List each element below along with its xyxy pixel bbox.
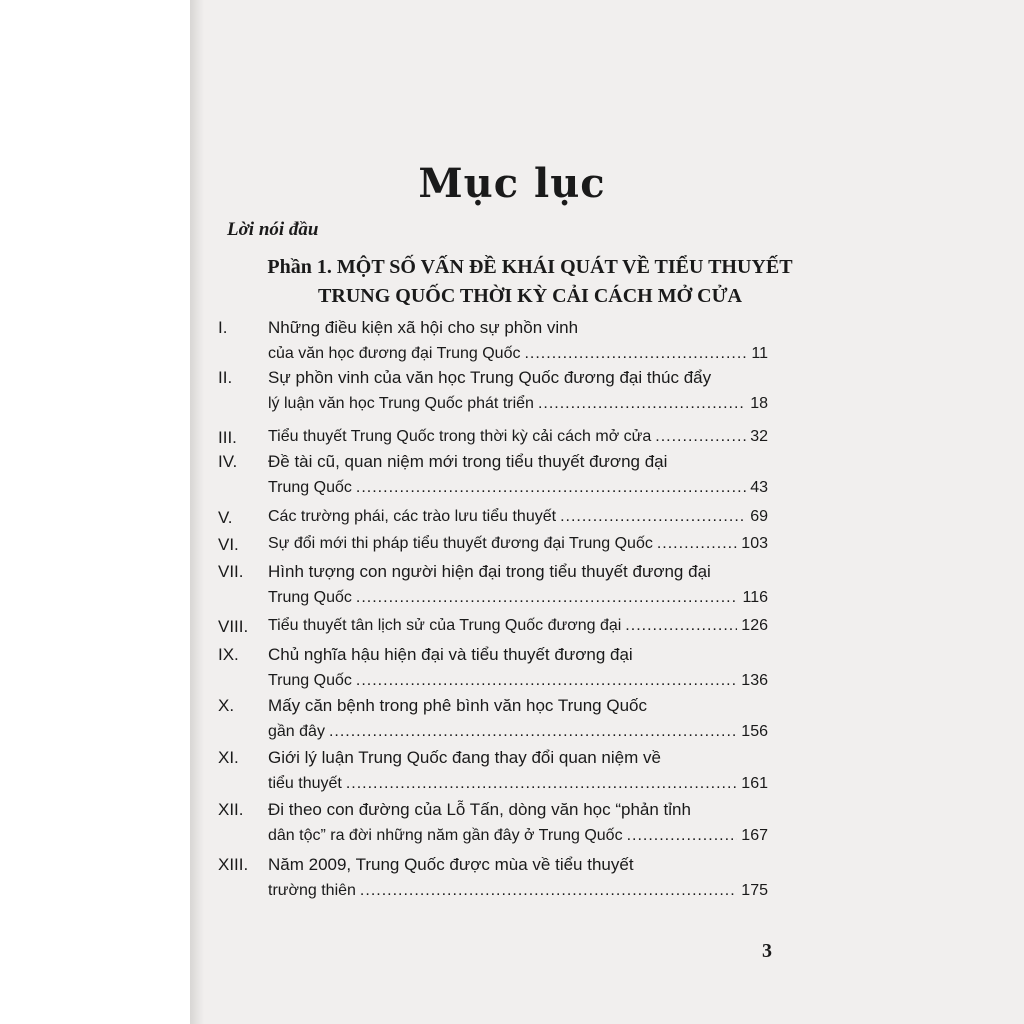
toc-dot-leader <box>360 882 737 900</box>
toc-entry-page: 175 <box>741 882 768 899</box>
toc-dot-leader <box>625 617 737 635</box>
toc-entry-number: IX. <box>218 645 239 664</box>
toc-dot-leader <box>356 672 737 690</box>
toc-entry-title: Sự phồn vinh của văn học Trung Quốc đương đại thúc đẩy <box>268 368 712 387</box>
toc-entry-number: VIII. <box>218 617 249 636</box>
toc-entry-leader-line <box>268 428 768 454</box>
toc-entry-leader-line <box>268 479 768 505</box>
toc-entry-title: Đi theo con đường của Lỗ Tấn, dòng văn học “phản tỉnh <box>268 800 691 819</box>
toc-dot-leader <box>356 589 739 607</box>
toc-entry-leader-line <box>268 508 768 534</box>
toc-entry-page: 69 <box>750 508 768 525</box>
toc-entry-title: Đề tài cũ, quan niệm mới trong tiểu thuyết đương đại <box>268 452 668 471</box>
toc-entry-number: VII. <box>218 562 244 581</box>
intro-heading: Lời nói đầu <box>227 219 319 240</box>
toc-entry-number: VI. <box>218 535 239 554</box>
toc-entry-number: III. <box>218 428 237 447</box>
toc-entry-title: của văn học đương đại Trung Quốc <box>268 345 521 362</box>
page-number: 3 <box>762 940 772 962</box>
toc-dot-leader <box>346 775 737 793</box>
part-title-line-1: Phần 1. MỘT SỐ VẤN ĐỀ KHÁI QUÁT VỀ TIỂU THUYẾT <box>267 256 793 278</box>
toc-entry-number: V. <box>218 508 233 527</box>
toc-entry-title: Tiểu thuyết Trung Quốc trong thời kỳ cải cách mở cửa <box>268 428 652 445</box>
toc-entry-title: Tiểu thuyết tân lịch sử của Trung Quốc đương đại <box>268 617 622 634</box>
toc-entry-number: XII. <box>218 800 244 819</box>
toc-entry-title: Giới lý luận Trung Quốc đang thay đổi quan niệm về <box>268 748 661 767</box>
toc-entry-page: 156 <box>741 723 768 740</box>
toc-entry-page: 161 <box>741 775 768 792</box>
toc-entry-leader-line <box>268 617 768 643</box>
part-title-line-2: TRUNG QUỐC THỜI KỲ CẢI CÁCH MỞ CỬA <box>318 285 742 307</box>
toc-entry-leader-line <box>268 882 768 908</box>
toc-entry-leader-line <box>268 535 768 561</box>
toc-entry-text-row <box>0 748 1024 774</box>
toc-entry-text-row <box>0 645 1024 671</box>
toc-entry-title: Hình tượng con người hiện đại trong tiểu thuyết đương đại <box>268 562 711 581</box>
toc-dot-leader <box>329 723 737 741</box>
toc-entry-title: trường thiên <box>268 882 356 899</box>
toc-entry-leader-line <box>268 775 768 801</box>
toc-entry-page: 32 <box>750 428 768 445</box>
toc-dot-leader <box>657 535 737 553</box>
toc-dot-leader <box>356 479 746 497</box>
toc-entry-text-row <box>0 855 1024 881</box>
toc-entry-number: XIII. <box>218 855 249 874</box>
toc-entry-page: 43 <box>750 479 768 496</box>
toc-entry-title: Chủ nghĩa hậu hiện đại và tiểu thuyết đương đại <box>268 645 633 664</box>
toc-entry-title: Năm 2009, Trung Quốc được mùa về tiểu thuyết <box>268 855 634 874</box>
toc-entry-number: I. <box>218 318 228 337</box>
toc-entry-title: tiểu thuyết <box>268 775 342 792</box>
toc-entry-text-row <box>0 318 1024 344</box>
toc-entry-page: 126 <box>741 617 768 634</box>
toc-dot-leader <box>538 395 746 413</box>
toc-entry-title: Mấy căn bệnh trong phê bình văn học Trung Quốc <box>268 696 647 715</box>
toc-entry-leader-line <box>268 723 768 749</box>
toc-dot-leader <box>627 827 738 845</box>
toc-entry-leader-line <box>268 395 768 421</box>
toc-entry-title: Sự đổi mới thi pháp tiểu thuyết đương đại Trung Quốc <box>268 535 653 552</box>
toc-entry-number: IV. <box>218 452 238 471</box>
toc-entry-leader-line <box>268 589 768 615</box>
toc-entry-leader-line <box>268 672 768 698</box>
toc-entry-page: 116 <box>742 589 768 606</box>
toc-entry-title: Trung Quốc <box>268 589 352 606</box>
toc-dot-leader <box>524 345 747 363</box>
toc-entry-leader-line <box>268 827 768 853</box>
toc-entry-title: Các trường phái, các trào lưu tiểu thuyết <box>268 508 557 525</box>
toc-entry-title: lý luận văn học Trung Quốc phát triển <box>268 395 534 412</box>
toc-entry-page: 11 <box>751 345 768 362</box>
toc-entry-text-row <box>0 696 1024 722</box>
toc-entry-text-row <box>0 800 1024 826</box>
toc-entry-page: 103 <box>741 535 768 552</box>
toc-entry-text-row <box>0 368 1024 394</box>
toc-entry-title: Trung Quốc <box>268 672 352 689</box>
toc-entry-text-row <box>0 562 1024 588</box>
toc-entry-title: gần đây <box>268 723 325 740</box>
toc-entry-number: XI. <box>218 748 239 767</box>
toc-entry-number: II. <box>218 368 233 387</box>
toc-entry-text-row <box>0 452 1024 478</box>
toc-dot-leader <box>655 428 746 446</box>
toc-dot-leader <box>560 508 746 526</box>
toc-entry-page: 18 <box>750 395 768 412</box>
toc-entry-title: Những điều kiện xã hội cho sự phồn vinh <box>268 318 579 337</box>
toc-entry-title: Trung Quốc <box>268 479 352 496</box>
toc-entry-number: X. <box>218 696 235 715</box>
toc-entry-page: 136 <box>741 672 768 689</box>
toc-entry-page: 167 <box>741 827 768 844</box>
page-title: Mục lục <box>418 160 606 207</box>
toc-entry-title: dân tộc” ra đời những năm gần đây ở Trung Quốc <box>268 827 623 844</box>
